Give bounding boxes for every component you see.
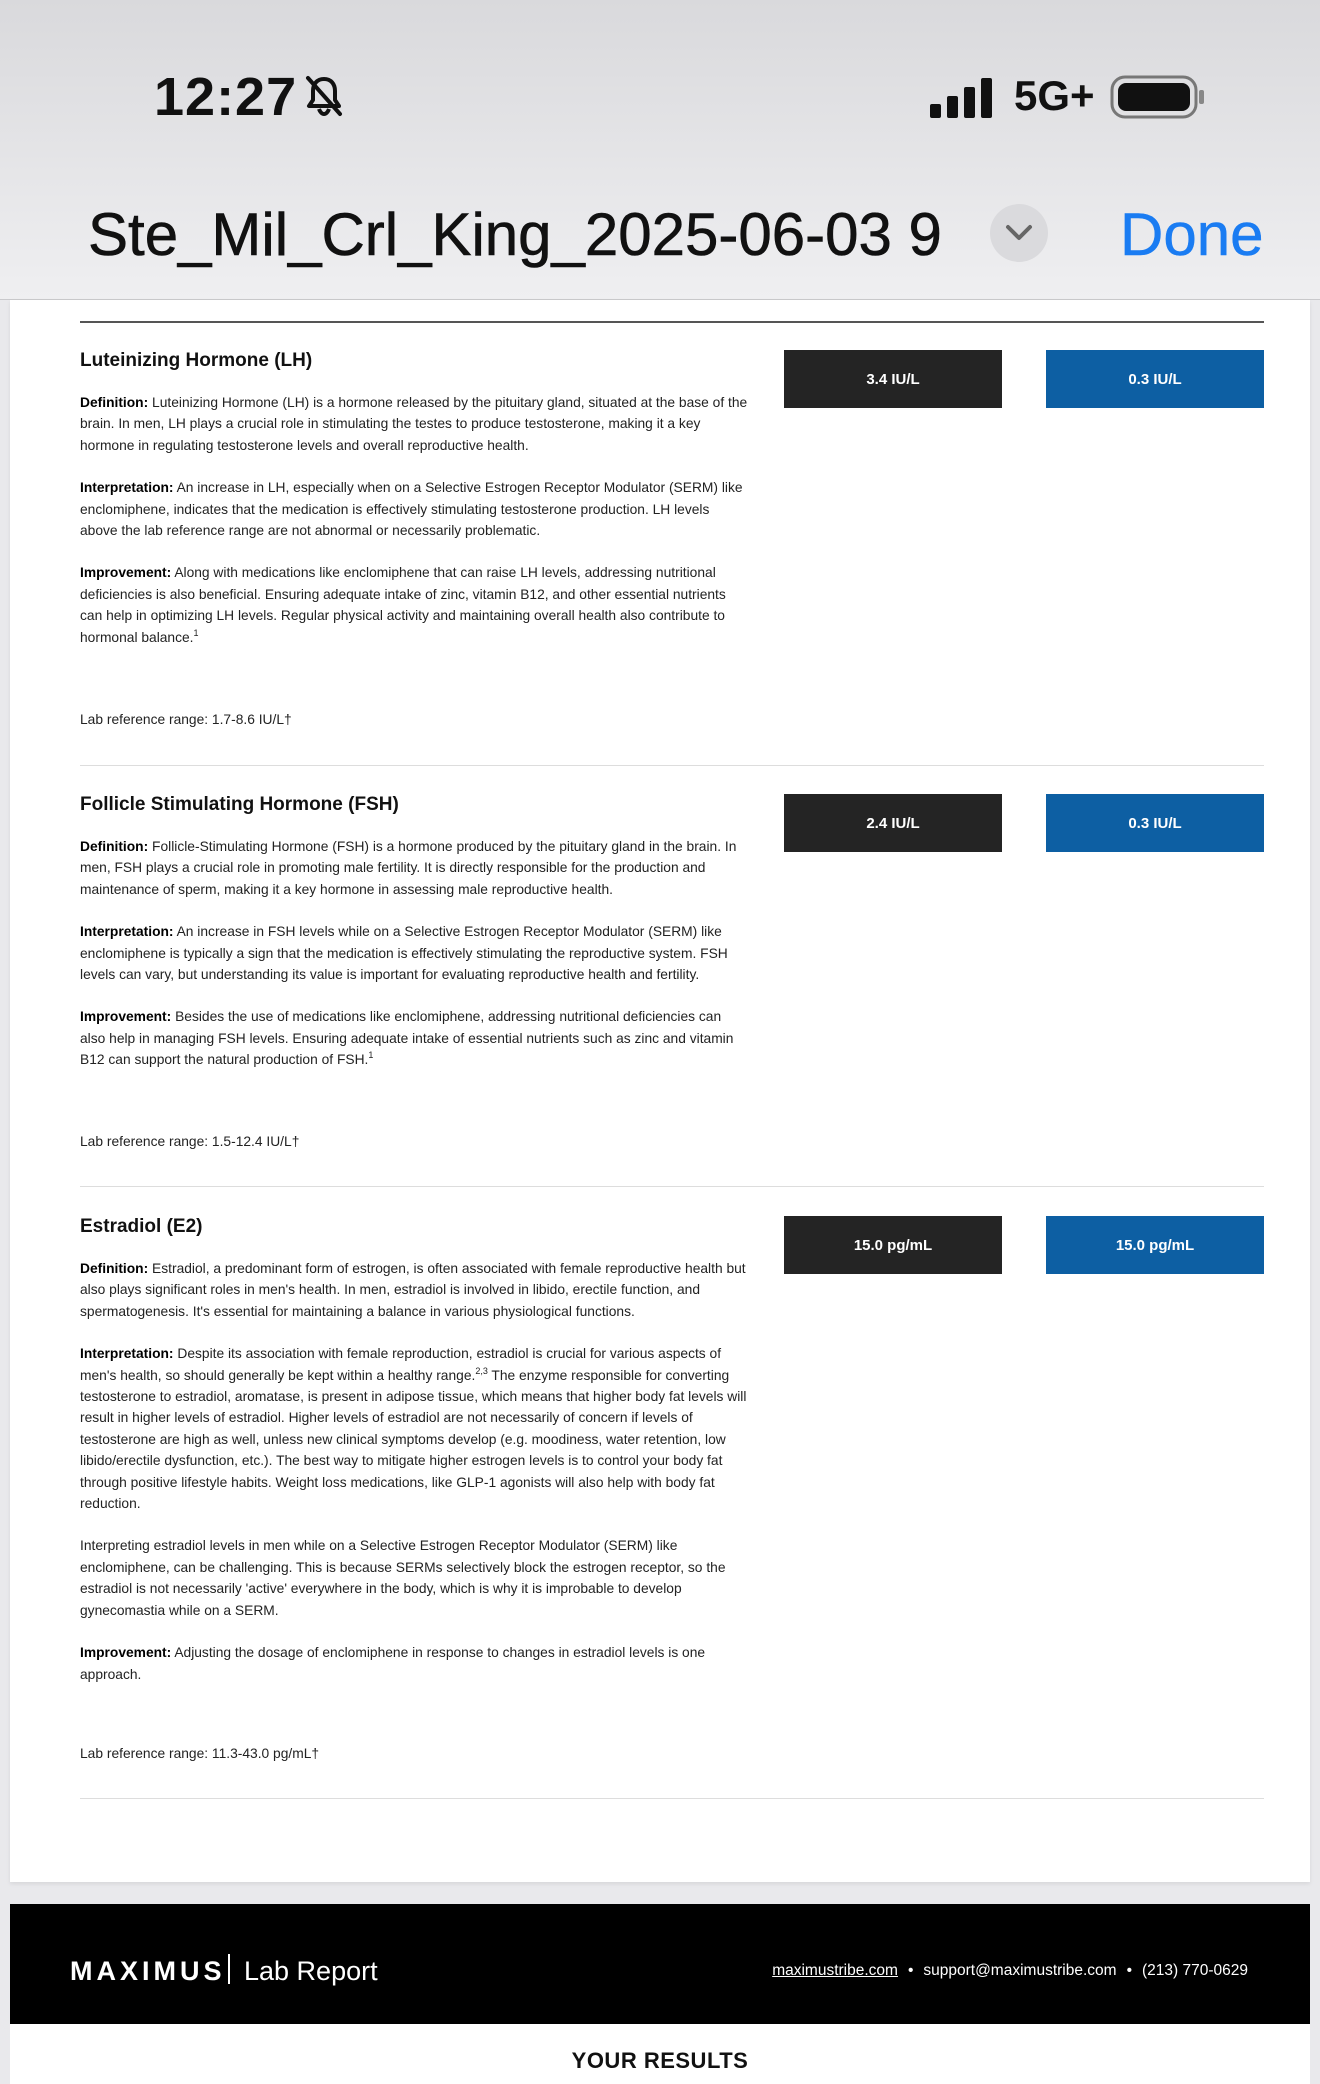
section-title: Estradiol (E2)	[80, 1216, 203, 1237]
separator-dot: •	[907, 1962, 914, 1979]
top-rule	[80, 321, 1264, 323]
network-label: 5G+	[1014, 72, 1095, 119]
separator-dot: •	[1126, 1962, 1132, 1979]
previous-value-badge: 0.3 IU/L	[1046, 794, 1264, 852]
section-title: Follicle Stimulating Hormone (FSH)	[80, 794, 399, 815]
reference-range: Lab reference range: 11.3-43.0 pg/mL†	[80, 1746, 320, 1761]
phone-number[interactable]: (213) 770-0629	[1142, 1962, 1248, 1979]
fsh-section	[80, 794, 1264, 1194]
section-body	[80, 836, 748, 1092]
section-divider	[80, 1798, 1264, 1799]
results-heading: YOUR RESULTS	[571, 2048, 749, 2073]
improvement-paragraph: Improvement: Along with medications like enclomiphene that can raise LH levels, addressing nutritional deficiencies is also beneficial. Ensuring adequate intake of zinc, vitamin B12, and other essential nutrients can help in optimizing LH levels. Regular physical activity and maintaining overall health also contribute to hormonal balance.$^1$	[80, 565, 726, 645]
top-chrome	[0, 0, 1320, 300]
improvement-paragraph: Improvement: Adjusting the dosage of enclomiphene in response to changes in estradiol levels is one approach.	[80, 1645, 706, 1682]
brand-divider	[228, 1954, 230, 1984]
website-link[interactable]: maximustribe.com	[772, 1962, 898, 1979]
interpretation-paragraph: Interpretation: An increase in LH, especially when on a Selective Estrogen Receptor Modulator (SERM) like enclomiphene, indicates that the medication is effectively stimulating testosterone production. LH levels above the lab reference range are not abnormal or necessarily problematic.	[80, 480, 743, 539]
estradiol-section	[80, 1216, 1264, 1816]
support-email[interactable]: support@maximustribe.com	[923, 1962, 1117, 1979]
done-button[interactable]: Done	[1120, 201, 1264, 268]
title-menu-button[interactable]	[990, 204, 1048, 262]
definition-paragraph: Definition: Follicle-Stimulating Hormone (FSH) is a hormone produced by the pituitary gland in the brain. In men, FSH plays a crucial role in promoting male fertility. It is directly responsible for the production and maintenance of sperm, making it a key hormone in assessing male reproductive health.	[80, 839, 737, 897]
contact-info	[772, 1962, 1248, 1980]
signal-icon	[930, 78, 996, 118]
brand-logo: MAXIMUS	[70, 1956, 226, 1986]
section-divider	[80, 765, 1264, 766]
lh-section	[80, 350, 1264, 770]
previous-value-badge: 0.3 IU/L	[1046, 350, 1264, 408]
chevron-down-icon	[1004, 220, 1034, 246]
section-body	[80, 1258, 748, 1706]
brand-subtitle: Lab Report	[244, 1956, 378, 1986]
section-title: Luteinizing Hormone (LH)	[80, 350, 313, 371]
interpretation-paragraph: Interpretation: An increase in FSH levels while on a Selective Estrogen Receptor Modulator (SERM) like enclomiphene is typically a sign that the medication is effectively stimulating the reproductive system. FSH levels can vary, but understanding its value is important for evaluating reproductive health and fertility.	[80, 924, 728, 983]
definition-paragraph: Definition: Estradiol, a predominant form of estrogen, is often associated with female reproductive health but also plays significant roles in men's health. In men, estradiol is involved in libido, erectile function, and spermatogenesis. It's essential for maintaining a balance in various physiological functions.	[80, 1261, 746, 1319]
current-value-badge: 2.4 IU/L	[784, 794, 1002, 852]
current-value-badge: 3.4 IU/L	[784, 350, 1002, 408]
previous-value-badge: 15.0 pg/mL	[1046, 1216, 1264, 1274]
bell-slash-icon	[302, 74, 346, 118]
document-title: Ste_Mil_Crl_King_2025-06-03 9	[88, 201, 942, 268]
serm-paragraph: Interpreting estradiol levels in men while on a Selective Estrogen Receptor Modulator (SERM) like enclomiphene, can be challenging. This is because SERMs selectively block the estrogen receptor, so the estradiol is not necessarily 'active' everywhere in the body, which is why it is improbable to develop gynecomastia while on a SERM.	[80, 1538, 726, 1618]
next-page	[10, 2024, 1310, 2084]
page-footer	[10, 1904, 1310, 2024]
status-time: 12:27	[154, 67, 298, 127]
current-value-badge: 15.0 pg/mL	[784, 1216, 1002, 1274]
reference-range: Lab reference range: 1.5-12.4 IU/L†	[80, 1134, 300, 1149]
reference-range: Lab reference range: 1.7-8.6 IU/L†	[80, 712, 292, 727]
interpretation-paragraph: Interpretation: Despite its association with female reproduction, estradiol is crucial for various aspects of men's health, so should generally be kept within a healthy range.$^{2,3}$ The enzyme responsible for converting testosterone to estradiol, aromatase, is present in adipose tissue, which means that higher body fat levels will result in higher levels of estradiol. Higher levels of estradiol are not necessarily of concern if levels of testosterone are high as well, unless new clinical symptoms develop (e.g. moodiness, water retention, low libido/erectile dysfunction, etc.). The best way to mitigate higher estrogen levels is to control your body fat through positive lifestyle habits. Weight loss medications, like GLP-1 agonists will also help with body fat reduction.	[80, 1346, 747, 1512]
definition-paragraph: Definition: Luteinizing Hormone (LH) is a hormone released by the pituitary gland, situated at the base of the brain. In men, LH plays a crucial role in stimulating the testes to produce testosterone, making it a key hormone in regulating testosterone levels and overall reproductive health.	[80, 395, 748, 453]
improvement-paragraph: Improvement: Besides the use of medications like enclomiphene, addressing nutritional deficiencies can also help in managing FSH levels. Ensuring adequate intake of essential nutrients such as zinc and vitamin B12 can support the natural production of FSH.$^1$	[80, 1009, 734, 1068]
section-body	[80, 392, 748, 669]
report-page	[10, 300, 1310, 1882]
section-divider	[80, 1186, 1264, 1187]
battery-icon	[1110, 74, 1206, 120]
